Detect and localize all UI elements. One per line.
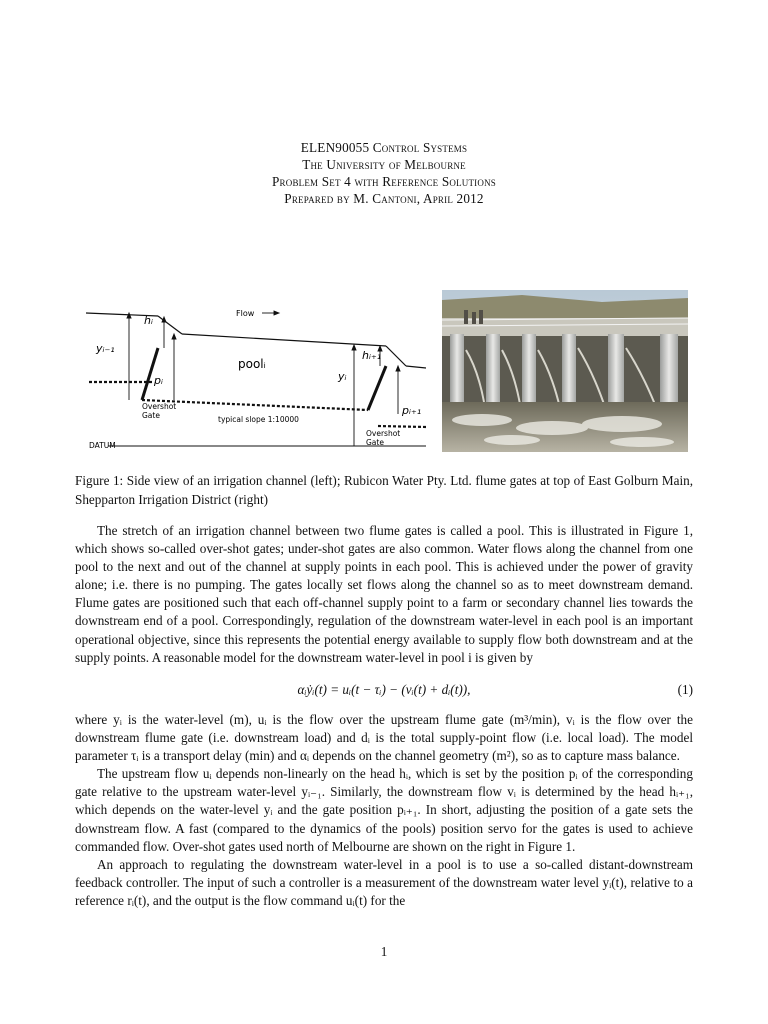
photo-people [464, 310, 483, 324]
p-i-arrowhead [172, 334, 176, 339]
overshot-gate-2-line2: Gate [366, 438, 384, 447]
overshot-gate-2-line1: Overshot [366, 429, 401, 438]
paragraph-4: An approach to regulating the downstream water-level in a pool is to use a so-called distant-downstream feedback controller. The input of such a controller is a measurement of the downstream water level yᵢ(t), relative to a reference rᵢ(t), and the output is the flow command uᵢ(t) for the [75, 856, 693, 908]
p-ip1-arrowhead [396, 366, 400, 371]
equation-number: (1) [677, 682, 693, 697]
pool-water-surface [182, 334, 386, 346]
paragraph-2: where yᵢ is the water-level (m), uᵢ is the flow over the upstream flume gate (m³/min), vᵢ is the flow over the downstream flume gate (i.e. downstream load) and dᵢ is the total supply-point flow (i.e. local load). The model parameter τᵢ is a transport delay (min) and αᵢ depends on the channel geometry (m²), so as to capture mass balance. [75, 712, 693, 764]
downstream-bed [378, 426, 426, 427]
overshot-gate-1-line2: Gate [142, 411, 160, 420]
equation-1 [75, 682, 693, 702]
typical-slope-label: typical slope 1:10000 [218, 415, 299, 424]
paragraph-1: The stretch of an irrigation channel between two flume gates is called a pool. This is illustrated in Figure 1, which shows so-called over-shot gates; under-shot gates are also common. Water flows along the channel from one pool to the next and out of the channel at supply points in each pool. This is achieved under the power of gravity alone; i.e. there is no pumping. The gates locally set flows along the channel so as to meet downstream demand. Flume gates are positioned such that each off-channel supply point to a farm or secondary channel lies towards the downstream end of a pool. Correspondingly, regulation of the downstream water-level in each pool is an important operational objective, since this represents the potential energy available to supply flow both downstream and at the supply points. A reasonable model for the downstream water-level in pool i is given by [75, 523, 693, 665]
page-number: 1 [380, 944, 388, 959]
flow-arrowhead [274, 311, 279, 315]
photo-walkway [442, 318, 688, 336]
author-line: Prepared by M. Cantoni, April 2012 [284, 191, 484, 206]
y-i-arrowhead [352, 345, 356, 350]
p-ip1-label: pᵢ₊₁ [402, 404, 422, 417]
y-im1-label: yᵢ₋₁ [96, 342, 115, 355]
h-i-label: hᵢ [144, 314, 153, 327]
y-im1-arrowhead [127, 313, 131, 318]
overshot-gate-1-line1: Overshot [142, 402, 177, 411]
equation-body: αᵢẏᵢ(t) = uᵢ(t − τᵢ) − (vᵢ(t) + dᵢ(t)), [297, 682, 471, 697]
gate-i-plus-1 [368, 366, 386, 410]
course-title: ELEN90055 Control Systems [300, 140, 468, 155]
flow-label: Flow [236, 309, 255, 318]
figure-caption: Figure 1: Side view of an irrigation channel (left); Rubicon Water Pty. Ltd. flume gates at top of East Golburn Main, Shepparton Irrigation District (right) [75, 473, 693, 507]
paragraph-3: The upstream flow uᵢ depends non-linearly on the head hᵢ, which is set by the position pᵢ of the corresponding gate relative to the upstream water-level yᵢ₋₁. Similarly, the downstream flow vᵢ is determined by the head hᵢ₊₁, which depends on the water-level yᵢ and the gate position pᵢ₊₁. In short, adjusting the position of a gate sets the downstream flow. A fast (compared to the dynamics of the pools) position servo for the gates is used to achieve commanded flow. Over-shot gates used north of Melbourne are shown on the right in Figure 1. [75, 766, 693, 854]
university-name: The University of Melbourne [302, 157, 466, 172]
channel-diagram [86, 296, 426, 456]
problem-set-title: Problem Set 4 with Reference Solutions [272, 174, 496, 189]
datum-label: DATUM [89, 441, 116, 450]
pool-i-label: poolᵢ [238, 357, 266, 371]
downstream-water-surface [406, 366, 426, 368]
y-i-label: yᵢ [338, 370, 347, 383]
downstream-drop-line [386, 346, 406, 366]
upstream-drop-line [158, 316, 182, 334]
flume-gates-photo [442, 290, 688, 452]
document-header [0, 139, 768, 207]
paragraph-2-block [75, 711, 693, 910]
p-i-label: pᵢ [154, 374, 163, 387]
paragraph-1-block [75, 522, 693, 667]
h-ip1-label: hᵢ₊₁ [362, 349, 382, 362]
h-i-arrowhead [162, 317, 166, 322]
